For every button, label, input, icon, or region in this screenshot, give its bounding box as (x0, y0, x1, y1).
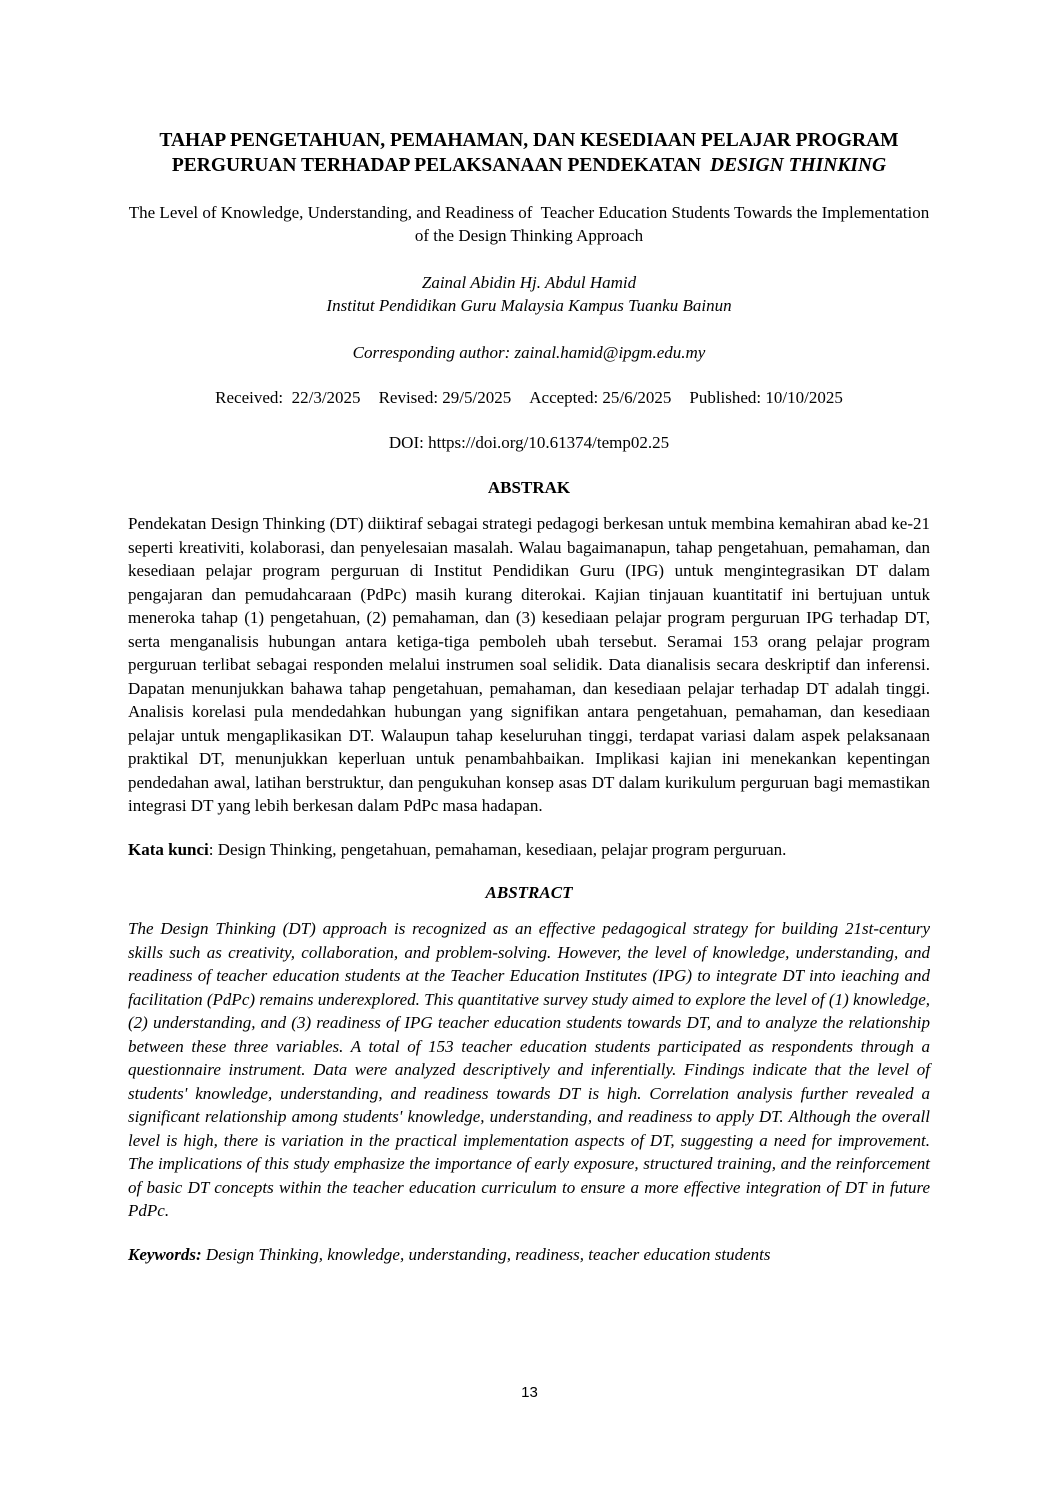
author-name: Zainal Abidin Hj. Abdul Hamid (421, 273, 637, 292)
abstrak-body: Pendekatan Design Thinking (DT) diiktiraf sebagai strategi pedagogi berkesan untuk membina kemahiran abad ke-21 seperti kreativiti, kolaborasi, dan penyelesaian masalah. Walau bagaimanapun, tahap pengetahuan, pemahaman, dan kesediaan pelajar program perguruan di Institut Pendidikan Guru (IPG) untuk mengintegrasikan DT dalam pengajaran dan pemudahcaraan (PdPc) masih kurang diterokai. Kajian tinjauan kuantitatif ini bertujuan untuk meneroka tahap (1) pengetahuan, (2) pemahaman, dan (3) kesediaan pelajar program perguruan IPG terhadap DT, serta menganalisis hubungan antara ketiga-tiga pemboleh ubah tersebut. Seramai 153 orang pelajar program perguruan terlibat sebagai responden melalui instrumen soal selidik. Data dianalisis secara deskriptif dan inferensi. Dapatan menunjukkan bahawa tahap pengetahuan, pemahaman, dan kesediaan pelajar terhadap DT adalah tinggi. Analisis korelasi pula mendedahkan hubungan yang signifikan antara pengetahuan, pemahaman, dan kesediaan pelajar untuk mengaplikasikan DT. Walaupun tahap keseluruhan tinggi, terdapat variasi dalam aspek pelaksanaan praktikal DT, menunjukkan keperluan untuk penambahbaikan. Implikasi kajian ini menekankan kepentingan pendedahan awal, latihan berstruktur, dan pengukuhan konsep asas DT dalam kurikulum perguruan bagi memastikan integrasi DT yang lebih berkesan dalam PdPc masa hadapan. (128, 514, 930, 815)
page-number: 13 (521, 1384, 538, 1401)
author-block (128, 271, 930, 317)
paper-title-emphasis: DESIGN THINKING (705, 155, 887, 176)
article-dates-line (128, 386, 930, 409)
paper-title-main: TAHAP PENGETAHUAN, PEMAHAMAN, DAN KESEDIAAN PELAJAR PROGRAM PERGURUAN TERHADAP PELAKSANAAN PENDEKATAN (159, 130, 904, 176)
keywords-text: Design Thinking, knowledge, understanding, readiness, teacher education students (201, 1244, 771, 1264)
abstract-body: The Design Thinking (DT) approach is recognized as an effective pedagogical strategy for building 21st-century skills such as creativity, collaboration, and problem-solving. However, the level of knowledge, understanding, and readiness of teacher education students at the Teacher Education Institutes (IPG) to integrate DT into ieaching and facilitation (PdPc) remains underexplored. This quantitative survey study aimed to explore the level of (1) knowledge, (2) understanding, and (3) readiness of IPG teacher education students towards DT, and to analyze the relationship between these three variables. A total of 153 teacher education students participated as respondents through a questionnaire instrument. Data were analyzed descriptively and inferentially. Findings indicate that the level of students' knowledge, understanding, and readiness towards DT is high. Correlation analysis further revealed a significant relationship among students' knowledge, understanding, and readiness to apply DT. Although the overall level is high, there is variation in the practical implementation aspects of DT, suggesting a need for improvement. The implications of this study emphasize the importance of early exposure, structured training, and the reinforcement of basic DT concepts within the teacher education curriculum to ensure a more effective integration of DT in future PdPc. (128, 919, 930, 1220)
abstract-heading: ABSTRACT (485, 883, 573, 902)
date-revised: Revised: 29/5/2025 (378, 388, 512, 407)
kata-kunci-line (128, 838, 930, 862)
date-received: Received: 22/3/2025 (215, 388, 361, 407)
date-published: Published: 10/10/2025 (689, 388, 843, 407)
corresponding-author-line: Corresponding author: zainal.hamid@ipgm.edu.my (352, 343, 706, 362)
kata-kunci-label: Kata kunci (128, 839, 209, 859)
kata-kunci-text: : Design Thinking, pengetahuan, pemahaman, kesediaan, pelajar program perguruan. (208, 839, 787, 859)
date-accepted: Accepted: 25/6/2025 (529, 388, 672, 407)
doi-line: DOI: https://doi.org/10.61374/temp02.25 (388, 433, 670, 452)
abstrak-heading: ABSTRAK (487, 478, 571, 497)
author-affiliation: Institut Pendidikan Guru Malaysia Kampus Tuanku Bainun (326, 296, 732, 315)
paper-title (128, 128, 930, 178)
keywords-line (128, 1243, 930, 1267)
paper-subtitle-english: The Level of Knowledge, Understanding, and Readiness of Teacher Education Students Towards the Implementation of the Design Thinking Approach (128, 203, 934, 245)
keywords-label: Keywords: (128, 1244, 202, 1264)
